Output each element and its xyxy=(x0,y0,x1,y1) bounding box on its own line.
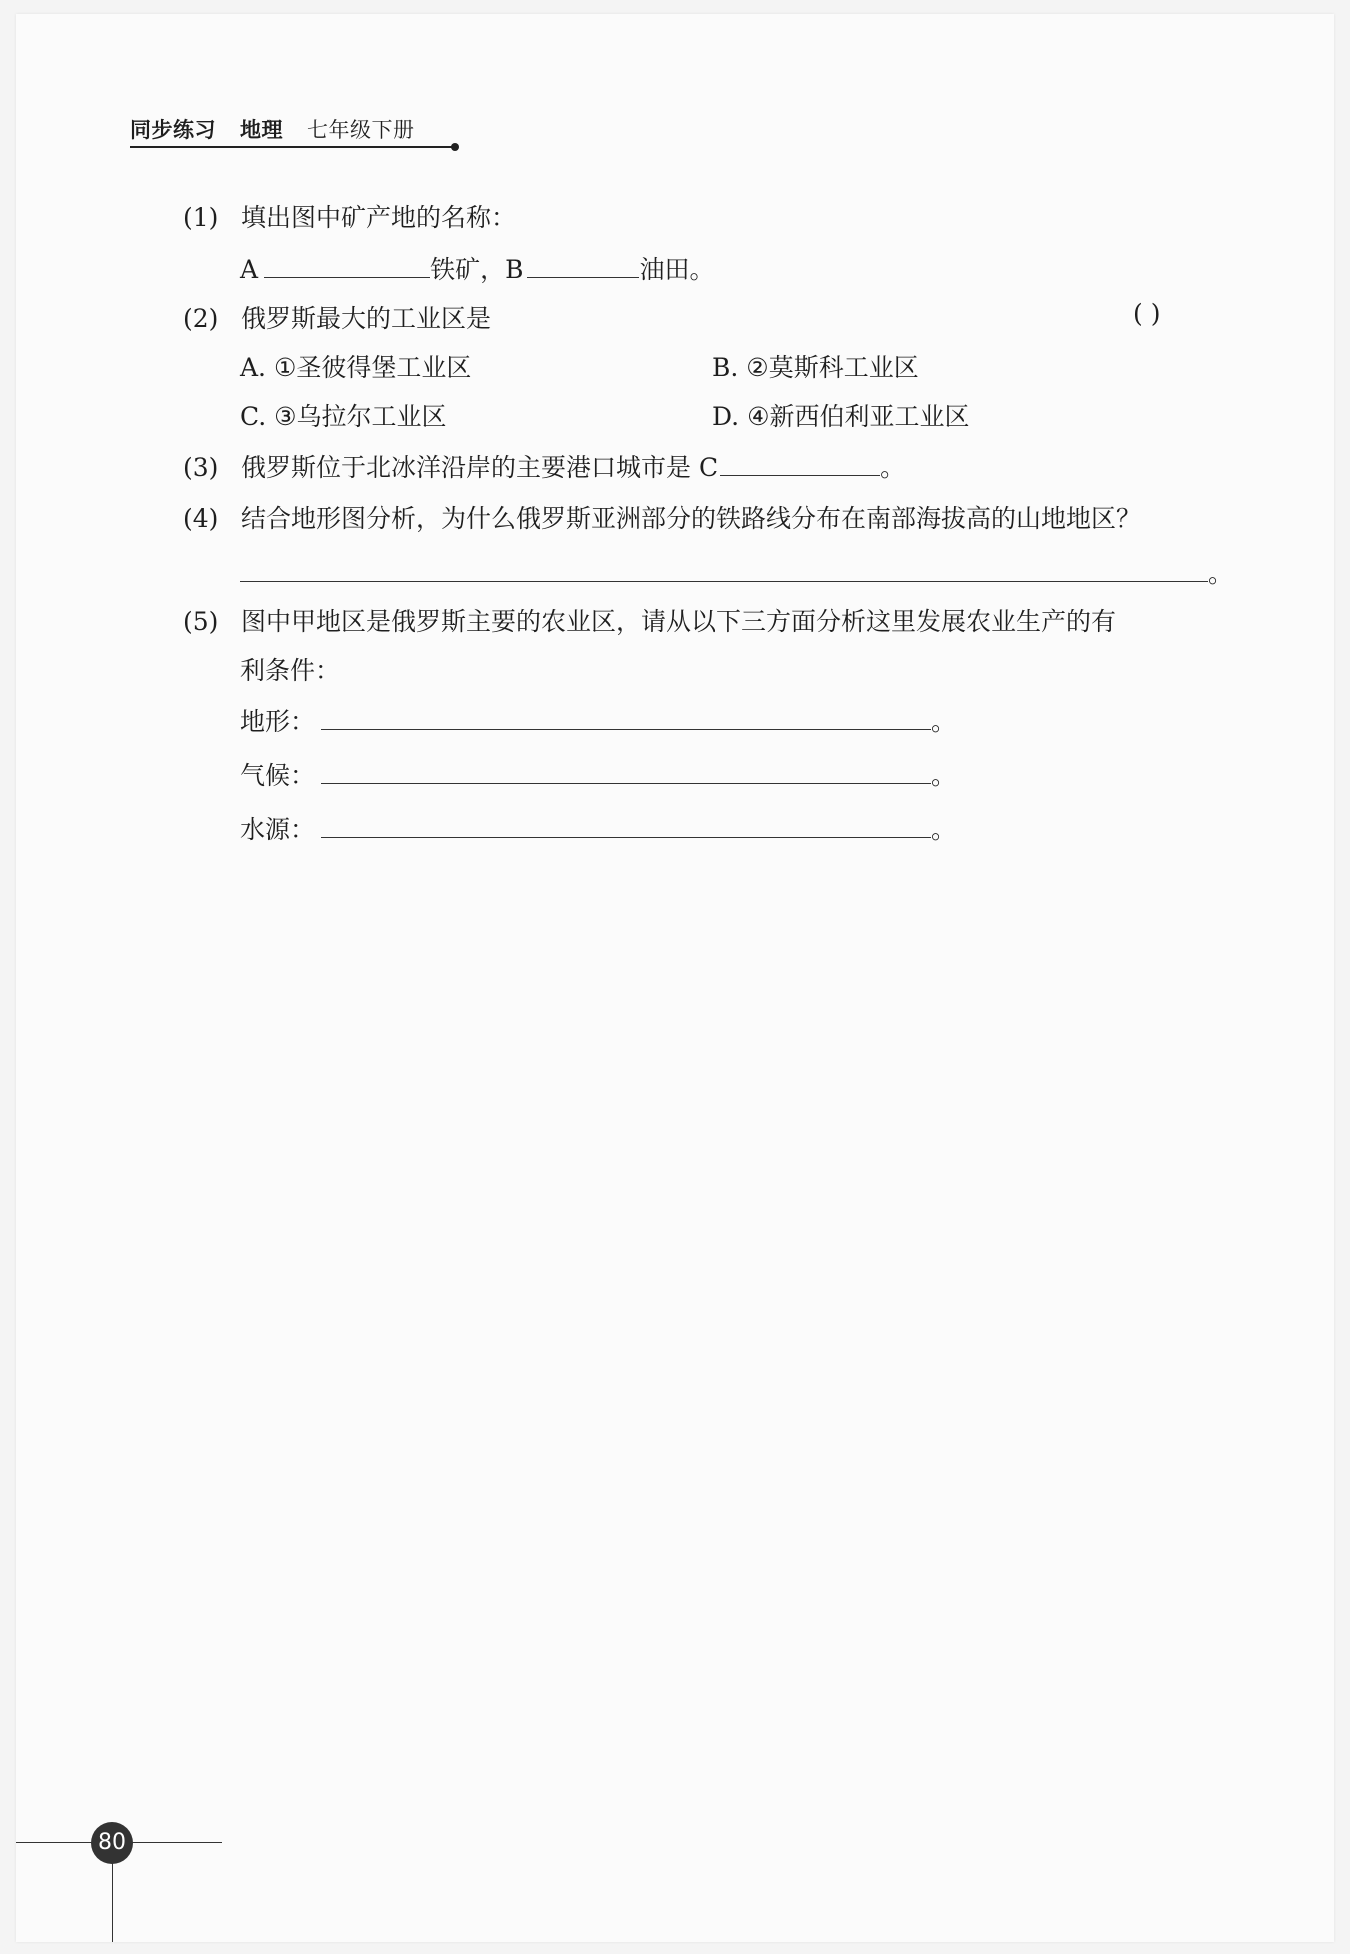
option-c-label: C. xyxy=(240,402,267,431)
answer-a-suffix: 铁矿，B xyxy=(430,255,524,284)
factor-terrain-end: 。 xyxy=(931,707,957,736)
question-4-number: (4) xyxy=(183,504,219,533)
question-3-text: 俄罗斯位于北冰洋沿岸的主要港口城市是 C xyxy=(241,453,719,482)
answer-b-blank[interactable] xyxy=(527,255,639,278)
factor-terrain-label: 地形： xyxy=(240,707,316,736)
question-4-end: 。 xyxy=(1208,559,1234,588)
option-c-text: ③乌拉尔工业区 xyxy=(274,402,447,431)
question-3-end: 。 xyxy=(880,453,906,482)
question-5 xyxy=(183,602,1116,638)
question-5-text-line1: 图中甲地区是俄罗斯主要的农业区，请从以下三方面分析这里发展农业生产的有 xyxy=(241,607,1117,636)
option-d-text: ④新西伯利亚工业区 xyxy=(747,402,970,431)
factor-water-label: 水源： xyxy=(240,815,316,844)
question-2-text: 俄罗斯最大的工业区是 xyxy=(241,304,492,333)
question-5-text-line2: 利条件： xyxy=(240,656,341,685)
option-c[interactable] xyxy=(240,397,447,433)
option-a[interactable] xyxy=(240,348,471,384)
question-5-number: (5) xyxy=(183,607,219,636)
option-d[interactable] xyxy=(712,397,969,433)
header-grade: 七年级下册 xyxy=(307,118,415,142)
question-1 xyxy=(183,198,516,234)
option-b-label: B. xyxy=(712,353,739,382)
header-series: 同步练习 xyxy=(130,118,216,142)
question-3 xyxy=(183,448,905,484)
page-header xyxy=(130,114,415,144)
question-1-number: (1) xyxy=(183,203,219,232)
question-1-text: 填出图中矿产地的名称： xyxy=(241,203,517,232)
question-1-answer-line xyxy=(240,250,714,286)
question-3-blank[interactable] xyxy=(720,453,880,476)
header-rule-dot xyxy=(451,143,459,151)
factor-terrain-blank[interactable] xyxy=(321,707,931,730)
page-number: 80 xyxy=(91,1822,133,1864)
option-b-text: ②莫斯科工业区 xyxy=(746,353,919,382)
answer-b-suffix: 油田。 xyxy=(639,255,715,284)
factor-terrain xyxy=(240,702,956,738)
answer-a-blank[interactable] xyxy=(264,255,430,278)
factor-climate xyxy=(240,756,956,792)
question-4-text: 结合地形图分析，为什么俄罗斯亚洲部分的铁路线分布在南部海拔高的山地地区？ xyxy=(241,504,1142,533)
option-d-label: D. xyxy=(712,402,740,431)
factor-water-end: 。 xyxy=(931,815,957,844)
factor-climate-end: 。 xyxy=(931,761,957,790)
factor-water xyxy=(240,810,956,846)
factor-climate-blank[interactable] xyxy=(321,761,931,784)
answer-a-label: A xyxy=(240,255,259,284)
option-a-label: A. xyxy=(240,353,267,382)
option-b[interactable] xyxy=(712,348,919,384)
option-a-text: ①圣彼得堡工业区 xyxy=(273,353,472,382)
factor-climate-label: 气候： xyxy=(240,761,316,790)
question-3-number: (3) xyxy=(183,453,219,482)
answer-parentheses[interactable]: ( ) xyxy=(1133,299,1161,328)
question-4-blank[interactable] xyxy=(240,559,1208,582)
question-2 xyxy=(183,299,491,335)
header-subject: 地理 xyxy=(240,118,283,142)
question-4-answer-line xyxy=(240,554,1233,590)
factor-water-blank[interactable] xyxy=(321,815,931,838)
question-2-number: (2) xyxy=(183,304,219,333)
question-4 xyxy=(183,499,1141,535)
header-rule xyxy=(130,146,456,148)
